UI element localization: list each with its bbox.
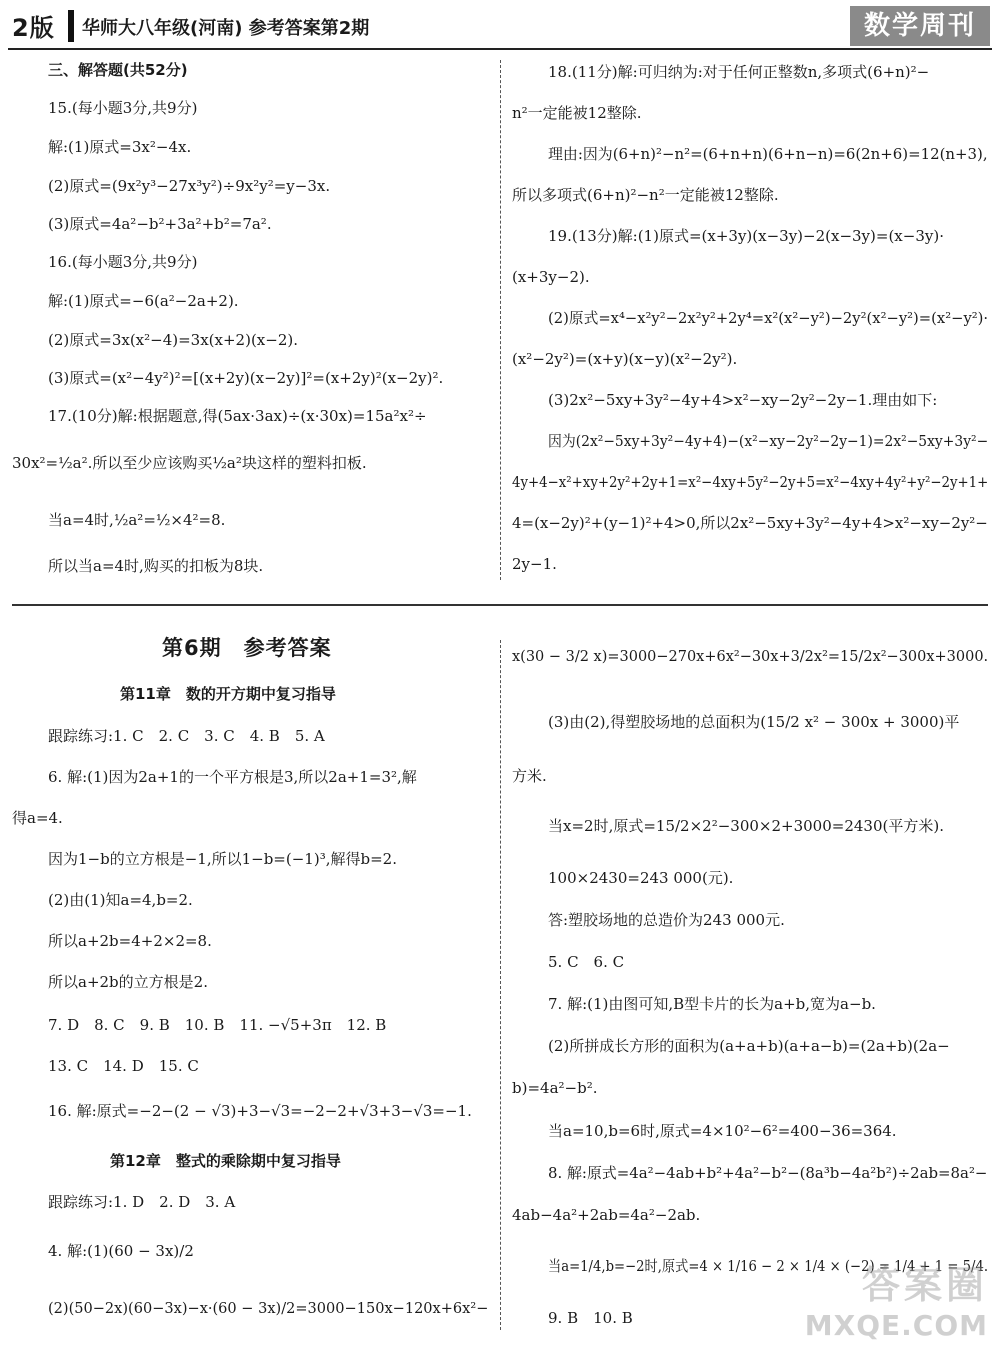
answer-line: (2)由(1)知a=4,b=2. — [48, 891, 193, 909]
answer-line: 16.(每小题3分,共9分) — [48, 253, 198, 271]
top-left-column — [12, 60, 488, 580]
answer-line: 所以当a=4时,购买的扣板为8块. — [48, 557, 264, 575]
answer-line: 16. 解:原式=−2−(2 − √3)+3−√3=−2−2+√3+3−√3=−1. — [48, 1102, 472, 1120]
answer-line: 9. B 10. B — [548, 1309, 633, 1327]
edition-label: 2版 — [12, 14, 55, 42]
header-divider-bar — [68, 10, 74, 42]
answer-line: 18.(11分)解:可归纳为:对于任何正整数n,多项式(6+n)²− — [548, 63, 930, 81]
answer-line: 所以多项式(6+n)²−n²一定能被12整除. — [512, 186, 779, 204]
answer-line: 5. C 6. C — [548, 953, 625, 971]
answer-line: n²一定能被12整除. — [512, 104, 642, 122]
answer-line: 8. 解:原式=4a²−4ab+b²+4a²−b²−(8a³b−4a²b²)÷2ab=8a²− — [548, 1164, 988, 1182]
answer-line: 2y−1. — [512, 555, 557, 573]
answer-line: (3)原式=4a²−b²+3a²+b²=7a². — [48, 215, 272, 233]
answer-line: 19.(13分)解:(1)原式=(x+3y)(x−3y)−2(x−3y)=(x−3y)· — [548, 227, 944, 245]
answer-line: 7. D 8. C 9. B 10. B 11. −√5+3π 12. B — [48, 1016, 387, 1034]
answer-line: 30x²=½a².所以至少应该购买½a²块这样的塑料扣板. — [12, 454, 367, 472]
answer-line: 4. 解:(1)(60 − 3x)/2 — [48, 1242, 194, 1260]
answer-line: 因为1−b的立方根是−1,所以1−b=(−1)³,解得b=2. — [48, 850, 397, 868]
bottom-left-column — [12, 636, 489, 1338]
answer-line: b)=4a²−b². — [512, 1079, 598, 1097]
answer-line: (2)(50−2x)(60−3x)−x·(60 − 3x)/2=3000−150x−120x+6x²− — [48, 1299, 489, 1317]
answer-line: 理由:因为(6+n)²−n²=(6+n+n)(6+n−n)=6(2n+6)=12(n+3), — [548, 145, 988, 163]
answer-line: 7. 解:(1)由图可知,B型卡片的长为a+b,宽为a−b. — [548, 995, 876, 1013]
brand-logo: 数学周刊 — [850, 6, 990, 46]
chapter-heading: 第11章 数的开方期中复习指导 — [120, 685, 336, 703]
answer-line: (2)原式=3x(x²−4)=3x(x+2)(x−2). — [48, 331, 298, 349]
answer-line: 当a=1/4,b=−2时,原式=4 × 1/16 − 2 × 1/4 × (−2) = 1/4 + 1 = 5/4. — [548, 1257, 989, 1275]
answer-line: (2)原式=(9x²y³−27x³y²)÷9x²y²=y−3x. — [48, 177, 331, 195]
chapter-heading: 第12章 整式的乘除期中复习指导 — [110, 1152, 341, 1170]
answer-line: 6. 解:(1)因为2a+1的一个平方根是3,所以2a+1=3²,解 — [48, 768, 417, 786]
answer-line: (3)2x²−5xy+3y²−4y+4>x²−xy−2y²−2y−1.理由如下: — [548, 391, 938, 409]
answer-line: 当a=4时,½a²=½×4²=8. — [48, 511, 226, 529]
watermark-url: MXQE.COM — [804, 1309, 988, 1342]
answer-line: 15.(每小题3分,共9分) — [48, 99, 198, 117]
answer-line: 17.(10分)解:根据题意,得(5ax·3ax)÷(x·30x)=15a²x²÷ — [48, 407, 427, 425]
watermark-logo-text: 答案圈 — [861, 1263, 988, 1307]
answer-line: 4=(x−2y)²+(y−1)²+4>0,所以2x²−5xy+3y²−4y+4>x²−xy−2y²− — [512, 514, 988, 532]
column-divider-bottom — [500, 640, 501, 1330]
answer-line: 当x=2时,原式=15/2×2²−300×2+3000=2430(平方米). — [548, 817, 944, 835]
answer-line: (3)原式=(x²−4y²)²=[(x+2y)(x−2y)]²=(x+2y)²(x−2y)². — [48, 369, 444, 387]
header-rule — [8, 48, 992, 50]
answer-line: 得a=4. — [12, 809, 63, 827]
answer-line: 当a=10,b=6时,原式=4×10²−6²=400−36=364. — [548, 1122, 897, 1140]
answer-line: 跟踪练习:1. C 2. C 3. C 4. B 5. A — [48, 727, 325, 745]
answer-line: 所以a+2b=4+2×2=8. — [48, 932, 212, 950]
bottom-right-column — [512, 646, 989, 1336]
answer-line: 跟踪练习:1. D 2. D 3. A — [48, 1193, 236, 1211]
top-right-column — [512, 62, 989, 582]
answer-line: (3)由(2),得塑胶场地的总面积为(15/2 x² − 300x + 3000)平 — [548, 713, 960, 731]
answer-line: 解:(1)原式=−6(a²−2a+2). — [48, 292, 239, 310]
answer-line: (x²−2y²)=(x+y)(x−y)(x²−2y²). — [512, 350, 738, 368]
answer-line: 4ab−4a²+2ab=4a²−2ab. — [512, 1206, 701, 1224]
page-header — [8, 6, 992, 46]
answer-line: 所以a+2b的立方根是2. — [48, 973, 208, 991]
section-heading: 三、解答题(共52分) — [48, 61, 188, 79]
answer-line: 100×2430=243 000(元). — [548, 869, 734, 887]
column-divider-top — [500, 60, 501, 580]
answer-line: 解:(1)原式=3x²−4x. — [48, 138, 192, 156]
answer-line: (2)所拼成长方形的面积为(a+a+b)(a+a−b)=(2a+b)(2a− — [548, 1037, 950, 1055]
answer-line: 因为(2x²−5xy+3y²−4y+4)−(x²−xy−2y²−2y−1)=2x²−5xy+3y²− — [548, 432, 989, 450]
section-rule — [12, 604, 988, 606]
header-title: 华师大八年级(河南) 参考答案第2期 — [82, 18, 370, 39]
answer-line: 4y+4−x²+xy+2y²+2y+1=x²−4xy+5y²−2y+5=x²−4xy+4y²+y²−2y+1+ — [512, 473, 989, 491]
site-watermark — [805, 1254, 988, 1342]
answer-line: 答:塑胶场地的总造价为243 000元. — [548, 911, 785, 929]
answer-line: (2)原式=x⁴−x²y²−2x²y²+2y⁴=x²(x²−y²)−2y²(x²−y²)=(x²−y²)· — [548, 309, 989, 327]
answer-line: x(30 − 3/2 x)=3000−270x+6x²−30x+3/2x²=15/2x²−300x+3000. — [512, 647, 989, 665]
answer-line: 方米. — [512, 767, 547, 785]
issue-title: 第6期 参考答案 — [162, 636, 332, 660]
answer-line: (x+3y−2). — [512, 268, 590, 286]
answer-line: 13. C 14. D 15. C — [48, 1057, 199, 1075]
